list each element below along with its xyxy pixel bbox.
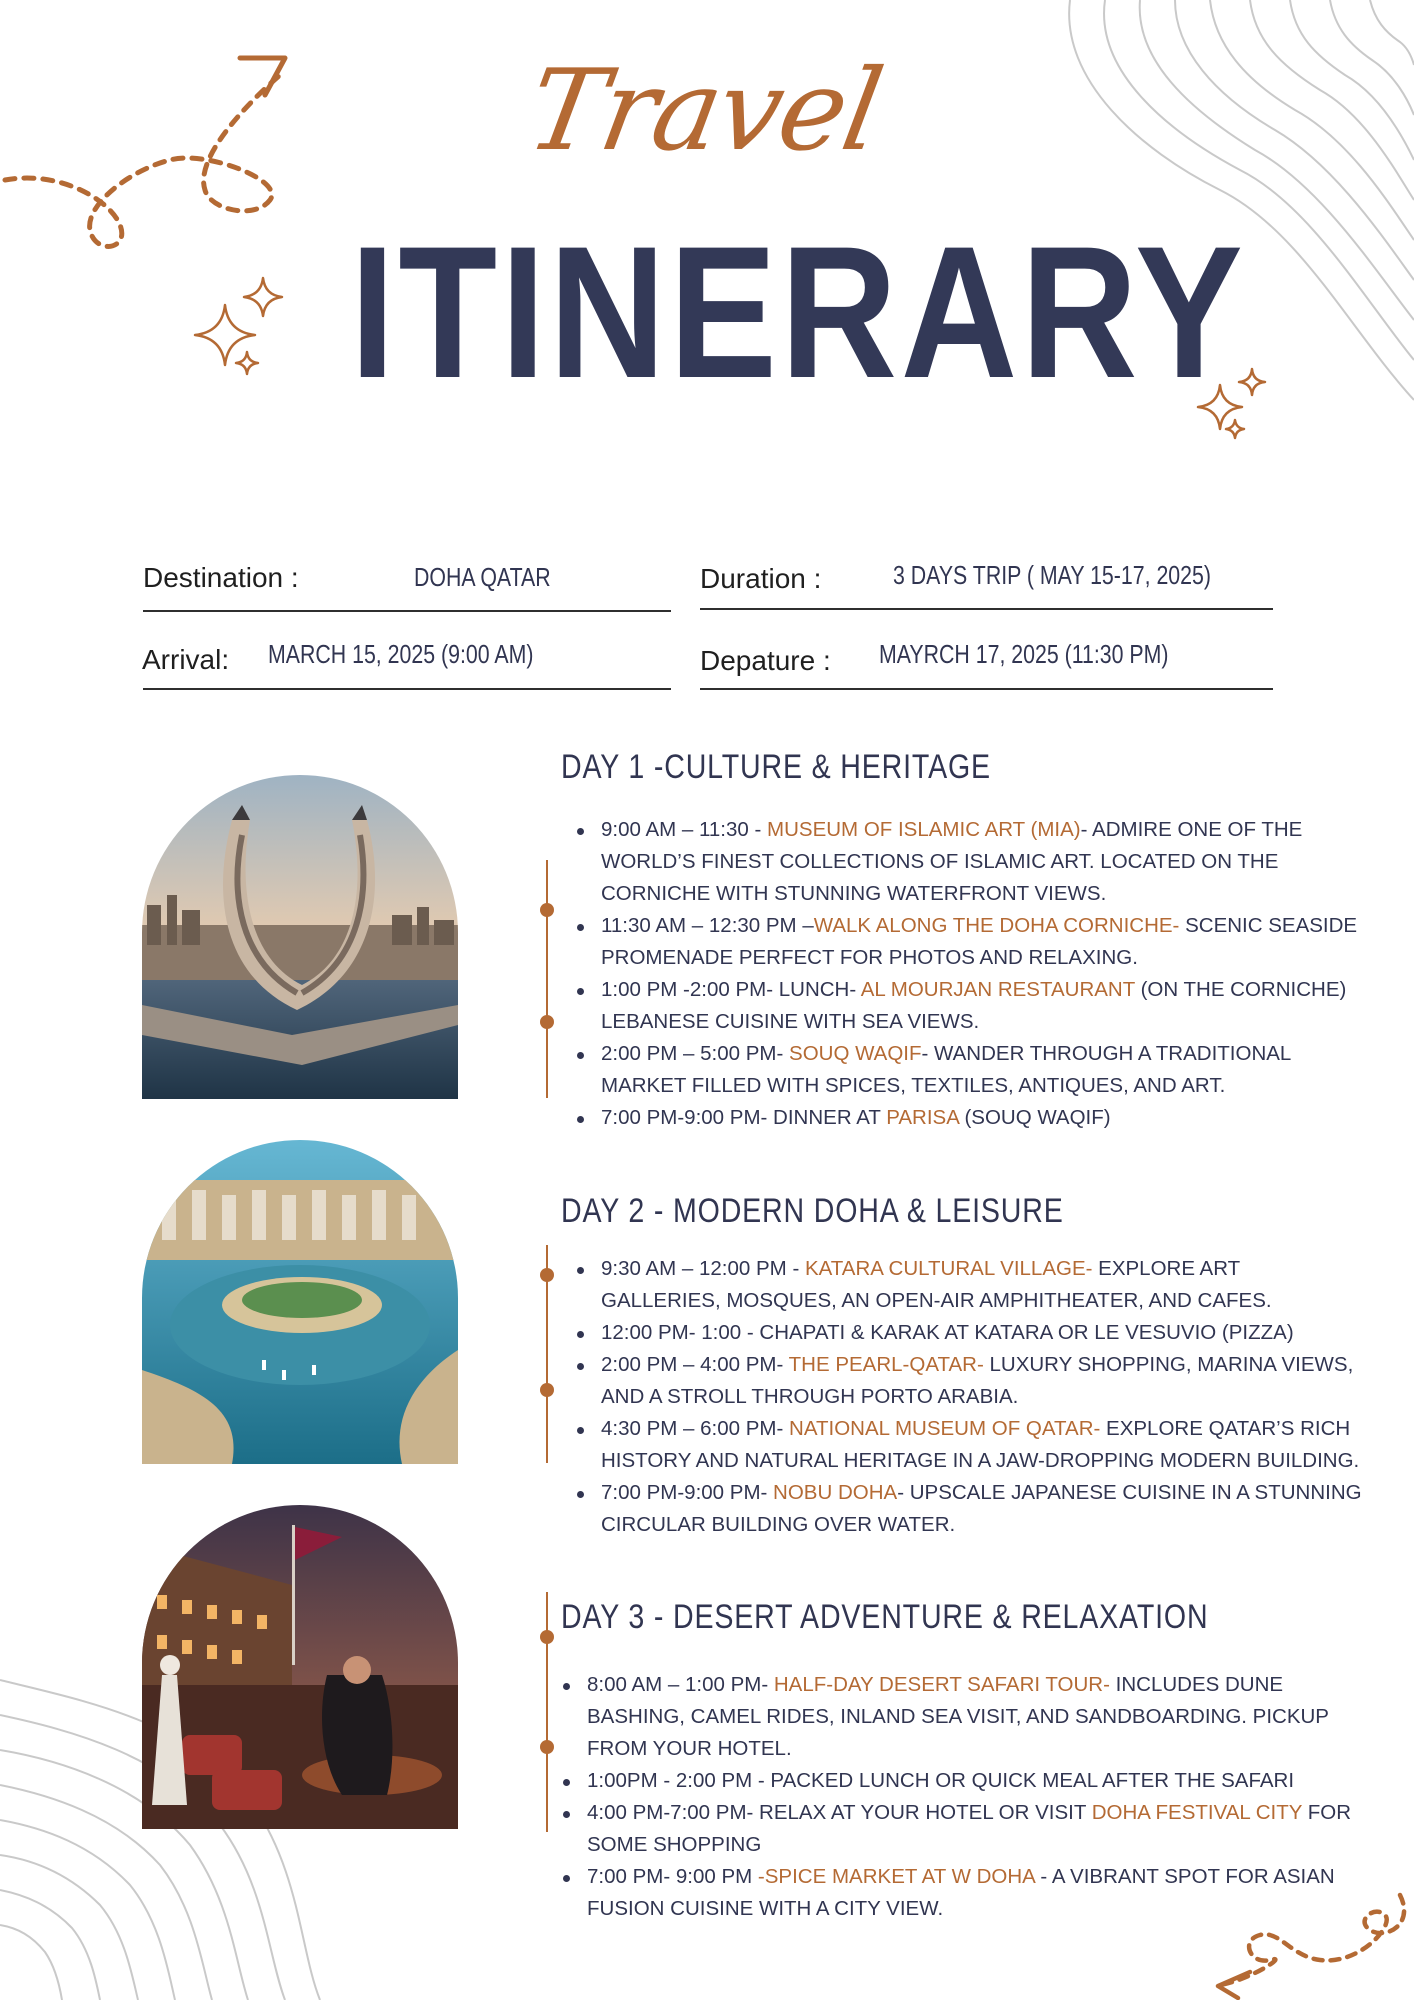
divider <box>700 608 1273 610</box>
duration-value: 3 DAYS TRIP ( MAY 15-17, 2025) <box>893 560 1211 590</box>
list-item <box>573 814 1363 910</box>
highlighted-place: MUSEUM OF ISLAMIC ART (MIA) <box>767 818 1081 841</box>
highlighted-place: DOHA FESTIVAL CITY <box>1091 1801 1303 1824</box>
souq-waqif-evening-photo <box>142 1505 458 1829</box>
schedule-text: - A VIBRANT SPOT FOR ASIAN FUSION CUISINE WITH A CITY VIEW. <box>587 1865 1335 1920</box>
schedule-text: 4:30 PM – 6:00 PM- <box>601 1417 790 1440</box>
schedule-text: 7:00 PM-9:00 PM- DINNER AT <box>601 1106 887 1129</box>
schedule-text: 7:00 PM- 9:00 PM <box>587 1865 758 1888</box>
list-item <box>559 1861 1363 1925</box>
schedule-text: 9:30 AM – 12:00 PM - <box>601 1257 805 1280</box>
highlighted-place: NOBU DOHA <box>773 1481 898 1504</box>
schedule-text: - UPSCALE JAPANESE CUISINE IN A STUNNING CIRCULAR BUILDING OVER WATER. <box>601 1481 1362 1536</box>
duration-label: Duration : <box>700 563 822 594</box>
highlighted-place: AL MOURJAN RESTAURANT <box>860 978 1135 1001</box>
list-item <box>573 974 1363 1038</box>
list-item <box>573 1477 1363 1541</box>
list-item <box>559 1669 1363 1765</box>
schedule-text: 11:30 AM – 12:30 PM – <box>601 914 814 937</box>
schedule-text: - ADMIRE ONE OF THE WORLD’S FINEST COLLECTIONS OF ISLAMIC ART. LOCATED ON THE CORNICHE WITH STUNNING WATERFRONT VIEWS. <box>601 818 1303 905</box>
timeline-dot <box>540 1383 554 1397</box>
list-item <box>573 1349 1363 1413</box>
schedule-text: (SOUQ WAQIF) <box>958 1106 1111 1129</box>
list-item <box>573 1317 1363 1349</box>
list-item <box>559 1765 1363 1797</box>
title-script: Travel <box>518 46 890 176</box>
arrival-label: Arrival: <box>142 644 230 675</box>
schedule-text: INCLUDES DUNE BASHING, CAMEL RIDES, INLAND SEA VISIT, AND SANDBOARDING. PICKUP FROM YOUR HOTEL. <box>587 1673 1329 1760</box>
schedule-text: EXPLORE QATAR’S RICH HISTORY AND NATURAL HERITAGE IN A JAW-DROPPING MODERN BUILDING. <box>601 1417 1360 1472</box>
destination-value: DOHA QATAR <box>414 562 551 592</box>
arrival-value: MARCH 15, 2025 (9:00 AM) <box>268 639 534 669</box>
page-title: ITINERARY <box>350 207 1247 417</box>
schedule-text: SCENIC SEASIDE PROMENADE PERFECT FOR PHOTOS AND RELAXING. <box>601 914 1358 969</box>
schedule-text: 12:00 PM- 1:00 - CHAPATI & KARAK AT KATARA OR LE VESUVIO (PIZZA) <box>601 1321 1294 1344</box>
day-1-schedule <box>573 814 1363 1134</box>
timeline-dot <box>540 1015 554 1029</box>
timeline-dot <box>540 903 554 917</box>
timeline-dot <box>540 1630 554 1644</box>
timeline-dot <box>540 1268 554 1282</box>
highlighted-place: KATARA CULTURAL VILLAGE- <box>804 1257 1093 1280</box>
highlighted-place: PARISA <box>886 1106 959 1129</box>
schedule-text: 9:00 AM – 11:30 - <box>601 818 768 841</box>
departure-value: MAYRCH 17, 2025 (11:30 PM) <box>879 639 1169 669</box>
list-item <box>573 1102 1363 1134</box>
day-3-schedule <box>559 1669 1363 1925</box>
pearl-qatar-island-photo <box>142 1140 458 1464</box>
schedule-text: 7:00 PM-9:00 PM- <box>601 1481 774 1504</box>
schedule-text: EXPLORE ART GALLERIES, MOSQUES, AN OPEN-AIR AMPHITHEATER, AND CAFES. <box>601 1257 1272 1312</box>
timeline-line <box>546 1592 548 1832</box>
highlighted-place: -SPICE MARKET AT W DOHA <box>757 1865 1035 1888</box>
schedule-text: 8:00 AM – 1:00 PM- <box>587 1673 774 1696</box>
schedule-text: 4:00 PM-7:00 PM- RELAX AT YOUR HOTEL OR VISIT <box>587 1801 1092 1824</box>
highlighted-place: WALK ALONG THE DOHA CORNICHE- <box>813 914 1180 937</box>
list-item <box>573 1413 1363 1477</box>
list-item <box>559 1797 1363 1861</box>
schedule-text: 1:00PM - 2:00 PM - PACKED LUNCH OR QUICK MEAL AFTER THE SAFARI <box>587 1769 1295 1792</box>
katara-towers-photo <box>142 775 458 1099</box>
divider <box>143 610 671 612</box>
list-item <box>573 1253 1363 1317</box>
list-item <box>573 910 1363 974</box>
schedule-text: (ON THE CORNICHE) LEBANESE CUISINE WITH SEA VIEWS. <box>601 978 1347 1033</box>
schedule-text: 1:00 PM -2:00 PM- LUNCH- <box>601 978 861 1001</box>
schedule-text: 2:00 PM – 4:00 PM- <box>601 1353 789 1376</box>
highlighted-place: THE PEARL-QATAR- <box>788 1353 984 1376</box>
day-heading: DAY 1 -CULTURE & HERITAGE <box>561 748 991 786</box>
timeline-dot <box>540 1740 554 1754</box>
timeline-line <box>546 860 548 1098</box>
dashed-arrow-decoration <box>0 50 310 260</box>
day-2-schedule <box>573 1253 1363 1541</box>
departure-label: Depature : <box>700 645 831 676</box>
day-heading: DAY 2 - MODERN DOHA & LEISURE <box>561 1192 1064 1230</box>
divider <box>143 688 671 690</box>
highlighted-place: NATIONAL MUSEUM OF QATAR- <box>789 1417 1101 1440</box>
day-heading: DAY 3 - DESERT ADVENTURE & RELAXATION <box>561 1598 1209 1636</box>
divider <box>700 688 1273 690</box>
highlighted-place: SOUQ WAQIF <box>789 1042 922 1065</box>
schedule-text: LUXURY SHOPPING, MARINA VIEWS, AND A STROLL THROUGH PORTO ARABIA. <box>601 1353 1354 1408</box>
destination-label: Destination : <box>143 562 299 593</box>
sparkle-icon <box>185 270 295 380</box>
schedule-text: 2:00 PM – 5:00 PM- <box>601 1042 790 1065</box>
highlighted-place: HALF-DAY DESERT SAFARI TOUR- <box>773 1673 1110 1696</box>
schedule-text: - WANDER THROUGH A TRADITIONAL MARKET FILLED WITH SPICES, TEXTILES, ANTIQUES, AND ART. <box>601 1042 1291 1097</box>
schedule-text: FOR SOME SHOPPING <box>587 1801 1352 1856</box>
list-item <box>573 1038 1363 1102</box>
